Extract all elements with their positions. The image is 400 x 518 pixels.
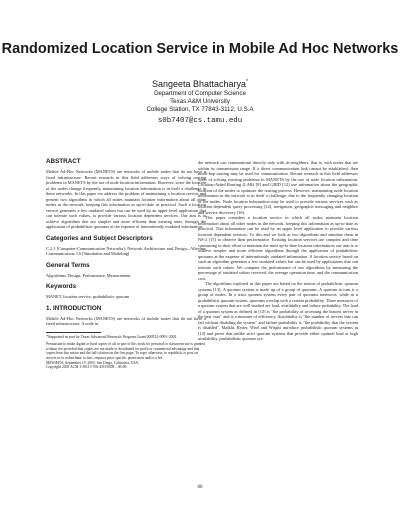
author-department: Department of Computer Science [154,90,246,97]
keywords-text: MANET, location service, probabilistic quorum [46,294,130,299]
copyright-line: Copyright 2003 ACM 1-58113-766-4/03/0009 ...$5.00. [46,365,128,370]
general-terms-text: Algorithms, Design, Performance, Measurement [46,272,131,278]
body-paragraph-1: the network can communicate directly only with its neighbors, that is, with nodes that are within its transmission range. If a direct communication link cannot be established, then multi-hop routing may be used for communication. Recent research in this field addresses ways of solving existing problems in MANETS by the use of node location information. Location-Aided Routing (LAR) [9] and GRID [12] use information about the geographic location of the nodes to optimize the routing process. However, maintaining node location information in the network is in itself a challenge, due to the frequently changing location of the nodes. Node location information may be used to provide various services such as location dependent query processing [14], navigation, geographic messaging and neighbor and service discovery [16]. [198,160,358,215]
right-column [198,160,358,342]
author-footnote-mark: * [246,79,249,85]
categories-text: C.2.1 [Computer-Communication Networks]: Network Architecture and Design—Wireless Communication; I.6 [Simulation and Modeling] [46,245,206,256]
body-paragraph-3: The algorithms explored in this paper are based on the notion of probabilistic quorum systems [13]. A quorum system is made up of a group of quorums. A quorum in turn is a group of nodes. In a strict quorum system every pair of quorums intersects, while in a probabilistic quorum system, quorums overlap with a certain probability. Three measures of a quorum system that are well studied are load, availability and failure probability. The load of a quorum system as defined in [13] is "the probability of accessing the busiest server in the best case" and is a measure of efficiency. Availability is "the number of servers that can fail without disabling the system" and failure probability is "the probability that the system is disabled". Malkhi, Reiter, Wool and Wright introduce probabilistic quorum systems in [13] and prove that unlike strict quorum systems that provide either optimal load or high availability, probabilistic quorum sys- [198,281,358,341]
author-city: College Station, TX 77843-3112, U.S.A [146,106,254,114]
paper-title: Randomized Location Service in Mobile Ad Hoc Networks [1,41,399,57]
introduction-text: Mobile Ad-Hoc Networks (MANETS) are networks of mobile nodes that do not have a fixed infrastructure. A node in [46,315,206,326]
general-terms-heading: General Terms [46,261,90,269]
abstract-text: Mobile Ad-Hoc Networks (MANETS) are networks of mobile nodes that do not have a fixed infrastructure. Recent research in this field addresses ways of solving routing problems in MANETS by the use of node location information. However, since the location of the nodes change frequently, maintaining location information is in itself a challenge in these networks. In this paper we address the problem of maintaining a location service and present two algorithms in which all nodes maintain location information about all other nodes in the network, keeping this information as up-to-date as practical. Such a location service generates a few outdated values but can be used by an upper level application that can tolerate such values, to provide various location dependent services. Our aim is to achieve algorithms that are simpler and more efficient than existing ones, through the application of probabilistic quorums at the expense of intermittently outdated information. [46,169,206,229]
venue-line: MSWiM'03, September 19, 2003, San Diego, California, USA. [46,360,140,365]
page-number: 66 [197,485,203,490]
permission-notice: Permission to make digital or hard copies of all or part of this work for personal or classroom use is granted without fee provided that copies are not made or distributed for profit or commercial advantage and that copies bear this notice and the full citation on the first page. To copy otherwise, to republish, to post on servers or to redistribute to lists, requires prior specific permission and/or a fee. [46,342,205,360]
categories-heading: Categories and Subject Descriptors [46,234,153,242]
footnote-text: *Supported in part by Texas Advanced Research Program Grant 000512-0091-2001. [46,334,178,339]
author-university: Texas A&M University [170,98,230,106]
abstract-heading: ABSTRACT [46,158,81,165]
keywords-heading: Keywords [46,283,77,290]
footnote-divider [46,332,101,333]
introduction-heading: 1. INTRODUCTION [46,304,102,312]
author-block [0,76,400,126]
author-name: Sangeeta Bhattacharya* [151,79,249,89]
left-column [46,158,206,370]
author-email[interactable]: s0b7407@cs.tamu.edu [157,116,243,125]
body-paragraph-2: This paper considers a location service in which all nodes maintain location information about all other nodes in the network, keeping this information as up-to-date as practical. This information can be used by an upper level application to provide various location dependent services. To this end we look at two algorithms and simulate them in NS-2 [15] to observe their performance. Existing location services are complex and time consuming in their effort to maintain the most up-to-date location information; our aim is to achieve simpler and more efficient algorithms through the application of probabilistic quorums at the expense of intermittently outdated information. A location service based on such an algorithm generates a few outdated values but can be used by applications that can tolerate such values. We compare the performance of our algorithms by measuring the percentage of outdated values received, the average operation time, and the communication cost. [198,215,358,281]
